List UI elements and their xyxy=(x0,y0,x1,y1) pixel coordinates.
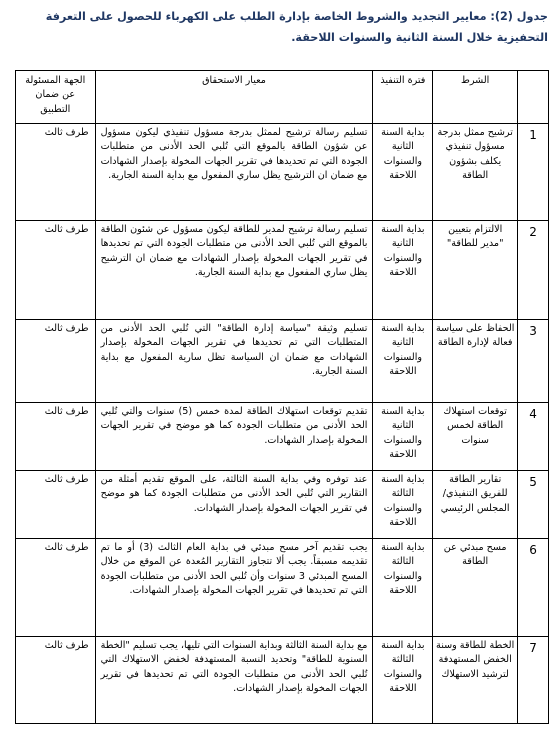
row-number: 2 xyxy=(518,221,549,320)
caption-text: معايير التجديد والشروط الخاصة بإدارة الطلب على الكهرباء للحصول على التعرفة التحفيزية خلال السنة الثانية والسنوات اللاحقة. xyxy=(45,10,548,44)
header-row xyxy=(16,71,549,124)
row-condition: ترشيح ممثل بدرجة مسؤول تنفيذي يكلف بشؤون الطاقة xyxy=(433,124,518,221)
row-responsible: طرف ثالث xyxy=(16,221,96,320)
row-responsible: طرف ثالث xyxy=(16,320,96,403)
row-criterion: تسليم رسالة ترشيح لممثل بدرجة مسؤول تنفيذي ليكون مسؤول عن شؤون الطاقة بالموقع التي تُلبي الحد الأدنى من متطلبات الجودة التي تم تحديدها في تقرير الجهات المخولة بإصدار الشهادات مع ضمان ان الترشيح يظل ساري المفعول مع بداية السنة الجارية. xyxy=(95,124,373,221)
header-period: فترة التنفيذ xyxy=(373,71,433,124)
caption-label: جدول (2): xyxy=(490,10,548,23)
row-criterion: مع بداية السنة الثالثة وبداية السنوات التي تليها، يجب تسليم "الخطة السنوية للطاقة" وتحديد النسبة المستهدفة لخفض الاستهلاك التي تُلبي الحد الأدنى من متطلبات الجودة التي تم تحديدها في تقرير الجهات المخولة بإصدار الشهادات. xyxy=(95,637,373,724)
row-number: 6 xyxy=(518,539,549,637)
header-responsible: الجهة المسئولة عن ضمان التطبيق xyxy=(16,71,96,124)
table-caption xyxy=(12,6,548,48)
row-condition: الحفاظ على سياسة فعالة لإدارة الطاقة xyxy=(433,320,518,403)
row-criterion: عند توفره وفي بداية السنة الثالثة، على الموقع تقديم أمثلة من التقارير التي تُلبي الحد الأدنى من متطلبات الجودة كما هو موضح في تقرير الجهات المخولة بإصدار الشهادات. xyxy=(95,471,373,539)
row-number: 1 xyxy=(518,124,549,221)
header-condition: الشرط xyxy=(433,71,518,124)
row-period: بداية السنة الثالثة والسنوات اللاحقة xyxy=(373,471,433,539)
row-responsible: طرف ثالث xyxy=(16,637,96,724)
table-row xyxy=(16,221,549,320)
row-criterion: تسليم وثيقة "سياسة إدارة الطاقة" التي تُلبي الحد الأدنى من المتطلبات التي تم تحديدها في تقرير الجهات المخولة بإصدار الشهادات مع ضمان ان السياسة تظل سارية المفعول مع بداية السنة الجارية. xyxy=(95,320,373,403)
row-criterion: يجب تقديم آخر مسح مبدئي في بداية العام الثالث (3) أو ما تم تقديمه مسبقاً. يجب ألا تتجاوز التقارير المُعدة عن الموقع من خلال المسح المبدئي 3 سنوات وأن تُلبي الحد الأدنى من متطلبات الجودة التي تم تحديدها في تقرير الجهات المخولة بإصدار الشهادات. xyxy=(95,539,373,637)
row-period: بداية السنة الثانية والسنوات اللاحقة xyxy=(373,221,433,320)
table-row xyxy=(16,320,549,403)
row-period: بداية السنة الثانية والسنوات اللاحقة xyxy=(373,320,433,403)
row-period: بداية السنة الثالثة والسنوات اللاحقة xyxy=(373,539,433,637)
table-row xyxy=(16,539,549,637)
row-number: 7 xyxy=(518,637,549,724)
row-responsible: طرف ثالث xyxy=(16,124,96,221)
row-responsible: طرف ثالث xyxy=(16,471,96,539)
table-row xyxy=(16,124,549,221)
row-criterion: تقديم توقعات استهلاك الطاقة لمدة خمس (5) سنوات والتي تُلبي الحد الأدنى من متطلبات الجودة كما هو موضح في تقرير الجهات المخولة بإصدار الشهادات. xyxy=(95,403,373,471)
row-responsible: طرف ثالث xyxy=(16,539,96,637)
row-responsible: طرف ثالث xyxy=(16,403,96,471)
table-row xyxy=(16,637,549,724)
row-period: بداية السنة الثانية والسنوات اللاحقة xyxy=(373,124,433,221)
header-number xyxy=(518,71,549,124)
row-condition: تقارير الطاقة للفريق التنفيذي/المجلس الرئيسي xyxy=(433,471,518,539)
row-condition: مسح مبدئي عن الطاقة xyxy=(433,539,518,637)
row-condition: الالتزام بتعيين "مدير للطاقة" xyxy=(433,221,518,320)
row-number: 4 xyxy=(518,403,549,471)
row-number: 3 xyxy=(518,320,549,403)
header-criterion: معيار الاستحقاق xyxy=(95,71,373,124)
row-condition: الخطة للطاقة وسنة الخفض المستهدفة لترشيد الاستهلاك xyxy=(433,637,518,724)
row-period: بداية السنة الثالثة والسنوات اللاحقة xyxy=(373,637,433,724)
table-row xyxy=(16,403,549,471)
row-number: 5 xyxy=(518,471,549,539)
row-criterion: تسليم رسالة ترشيح لمدير للطاقة ليكون مسؤول عن شئون الطاقة بالموقع التي تُلبي الحد الأدنى من متطلبات الجودة التي تم تحديدها في تقرير الجهات المخولة بإصدار الشهادات مع ضمان ان الترشيح يظل ساري المفعول مع بداية السنة الجارية. xyxy=(95,221,373,320)
row-period: بداية السنة الثانية والسنوات اللاحقة xyxy=(373,403,433,471)
table-row xyxy=(16,471,549,539)
criteria-table xyxy=(15,70,549,724)
row-condition: توقعات استهلاك الطاقة لخمس سنوات xyxy=(433,403,518,471)
